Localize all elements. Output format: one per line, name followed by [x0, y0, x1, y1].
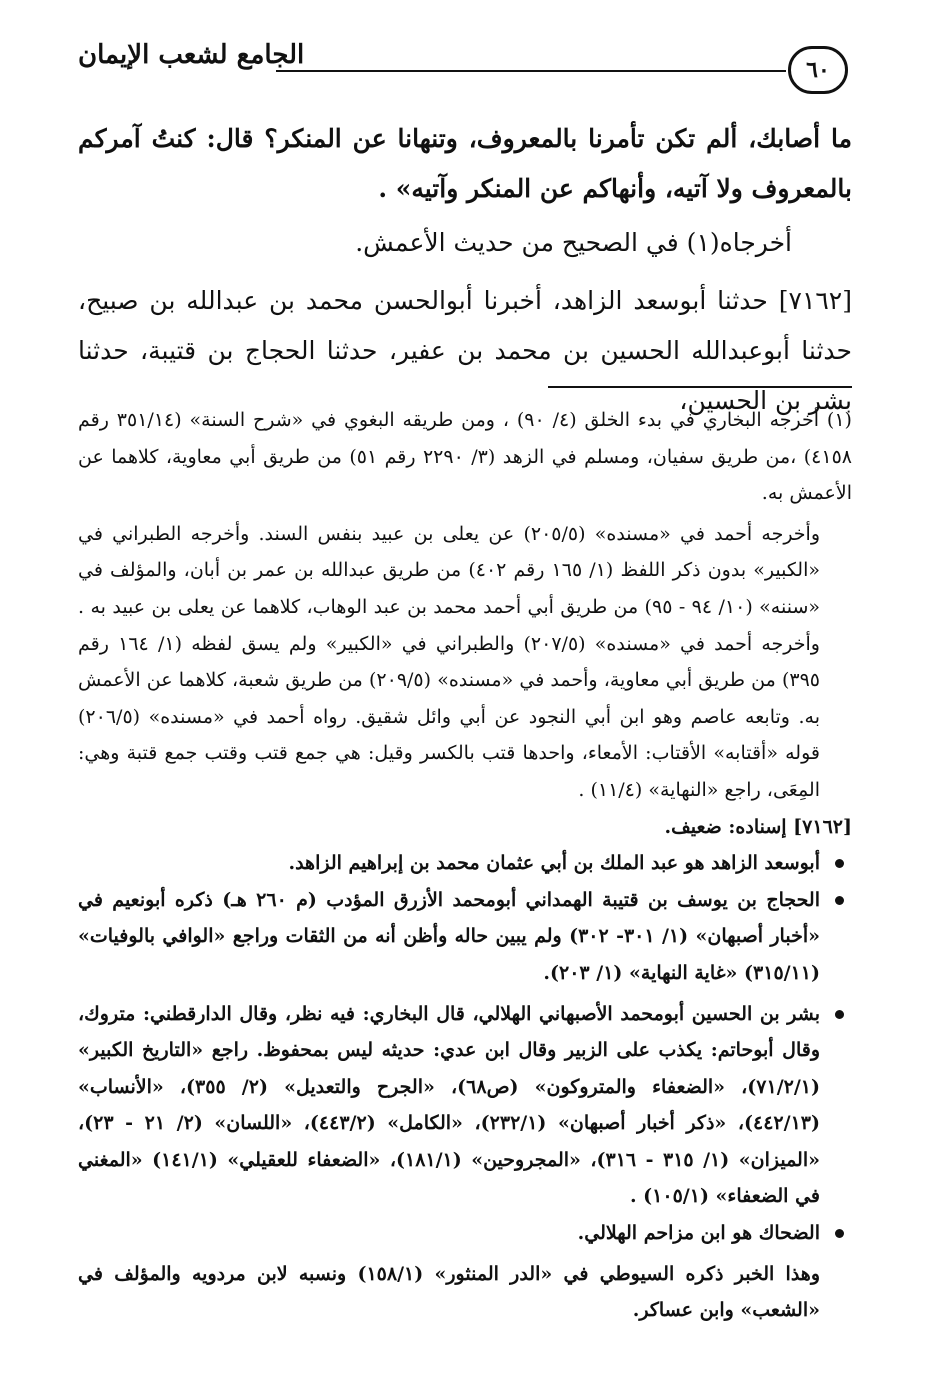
footnotes: [78, 402, 852, 1329]
list-item: الحجاج بن يوسف بن قتيبة الهمداني أبومحمد الأزرق المؤدب (م ٢٦٠ هـ) ذكره أبونعيم في «أخبار أصبهان» (١/ ٣٠١- ٣٠٢) ولم يبين حاله وأظن أنه من الثقات وراجع «الوافي بالوفيات» (٣١٥/١١) «غاية النهاية» (١/ ٢٠٣).: [78, 882, 852, 992]
narrator-list: [78, 845, 852, 1252]
bullet-icon: [835, 1229, 844, 1238]
takhrij-line: أخرجاه(١) في الصحيح من حديث الأعمش.: [355, 228, 792, 257]
closing-note: وهذا الخبر ذكره السيوطي في «الدر المنثور» (١٥٨/١) ونسبه لابن مردويه والمؤلف في «الشعب» وابن عساكر.: [78, 1262, 820, 1322]
main-text: [78, 114, 852, 426]
footnote-1: (١) أخرجه البخاري في بدء الخلق (٤/ ٩٠) ، ومن طريقه البغوي في «شرح السنة» (٣٥١/١٤ رقم ٤١٥٨) ،من طريق سفيان، ومسلم في الزهد (٣/ ٢٢٩٠ رقم ٥١) من طريق أبي معاوية، كلاهما عن الأعمش به.: [78, 409, 852, 505]
hadith-7162-isnad: [٧١٦٢] حدثنا أبوسعد الزاهد، أخبرنا أبوالحسن محمد بن عبدالله بن صبيح، حدثنا أبوعبدالله الحسين بن محمد بن عفير، حدثنا الحجاج بن قتيبة، حدثنا بشر بن الحسين،: [78, 286, 852, 415]
running-header-title: الجامع لشعب الإيمان: [78, 40, 305, 70]
list-item: أبوسعد الزاهد هو عبد الملك بن أبي عثمان محمد بن إبراهيم الزاهد.: [78, 845, 852, 882]
bullet-icon: [835, 859, 844, 868]
isnad-grading: [٧١٦٢] إسناده: ضعيف.: [664, 815, 852, 838]
list-item: بشر بن الحسين أبومحمد الأصبهاني الهلالي، قال البخاري: فيه نظر، وقال الدارقطني: متروك، وقال أبوحاتم: يكذب على الزبير وقال ابن عدي: حديثه ليس بمحفوظ. راجع «التاريخ الكبير» (٧١/٢/١)، «الضعفاء والمتروكون» (ص٦٨)، «الجرح والتعديل» (٢/ ٣٥٥)، «الأنساب» (٤٤٢/١٣)، «ذكر أخبار أصبهان» (٢٣٢/١)، «الكامل» (٤٤٣/٢)، «اللسان» (٢/ ٢١ - ٢٣)، «الميزان» (١/ ٣١٥ - ٣١٦)، «المجروحين» (١٨١/١)، «الضعفاء للعقيلي» (١٤١/١) «المغني في الضعفاء» (١٠٥/١) .: [78, 996, 852, 1216]
footnote-1-continuation: وأخرجه أحمد في «مسنده» (٢٠٥/٥) عن يعلى بن عبيد بنفس السند. وأخرجه الطبراني في «الكبير» بدون ذكر اللفظ (١/ ١٦٥ رقم ٤٠٢) من طريق عبدالله بن عمر بن أبان، والمؤلف في «سننه» (١٠/ ٩٤ - ٩٥) من طريق أبي أحمد محمد بن عبد الوهاب، كلاهما عن يعلى بن عبيد به . وأخرجه أحمد في «مسنده» (٢٠٧/٥) والطبراني في «الكبير» ولم يسق لفظه (١/ ١٦٤ رقم ٣٩٥) من طريق أبي معاوية، وأحمد في «مسنده» (٢٠٩/٥) من طريق شعبة، كلاهما عن الأعمش به. وتابعه عاصم وهو ابن أبي النجود عن أبي وائل شقيق. رواه أحمد في «مسنده» (٢٠٦/٥) قوله «أقتابه» الأقتاب: الأمعاء، واحدها قتب بالكسر وقيل: هي جمع قتب وقتب جمع قتبة وهي: المِعَى، راجع «النهاية» (١١/٤) .: [78, 522, 821, 801]
bullet-icon: [835, 896, 844, 905]
header-rule: [276, 70, 786, 72]
bullet-icon: [835, 1010, 844, 1019]
footnote-divider: [548, 386, 852, 388]
list-item: الضحاك هو ابن مزاحم الهلالي.: [78, 1215, 852, 1252]
page-number-badge: ٦٠: [788, 46, 848, 94]
hadith-continuation: ما أصابك، ألم تكن تأمرنا بالمعروف، وتنهانا عن المنكر؟ قال: كنتُ آمركم بالمعروف ولا آتيه، وأنهاكم عن المنكر وآتيه» .: [78, 124, 852, 203]
